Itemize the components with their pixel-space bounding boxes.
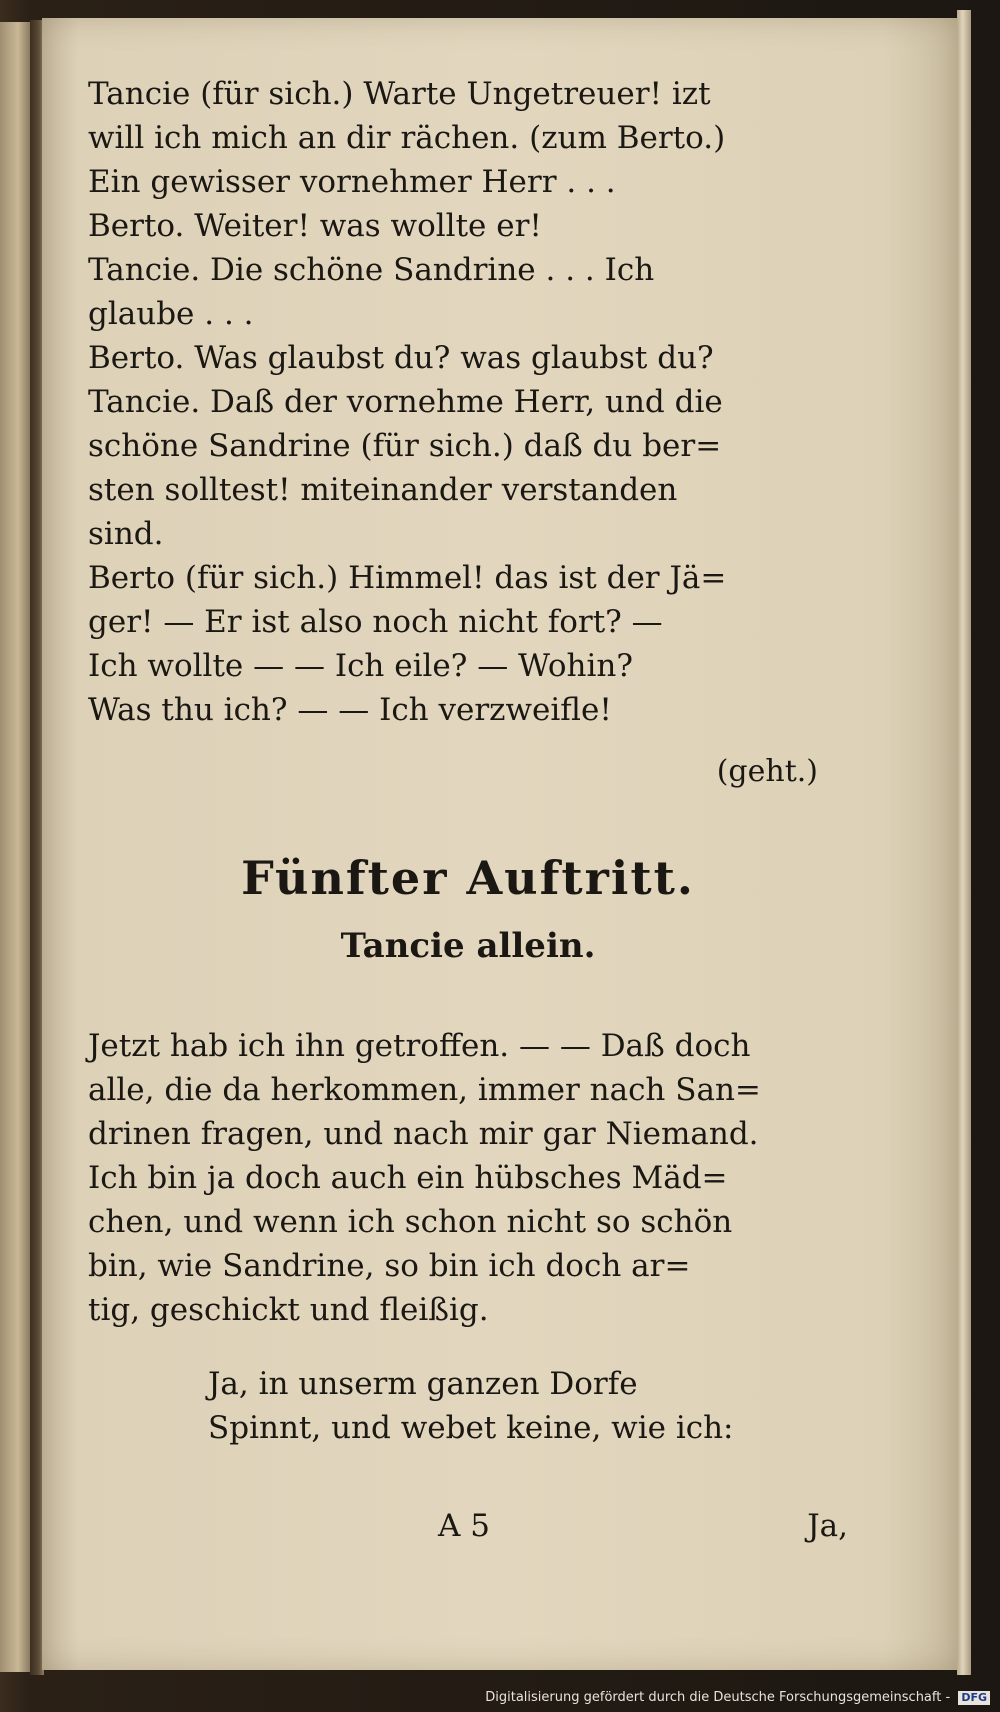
text-line: Berto. Weiter! was wollte er! (88, 208, 542, 244)
text-line: Tancie (für sich.) Warte Ungetreuer! izt (88, 76, 711, 112)
previous-page-edge (0, 22, 30, 1672)
dialogue-berto-1 (88, 204, 848, 248)
verse-line: Spinnt, und webet keine, wie ich: (208, 1410, 734, 1446)
text-line: Ich bin ja doch auch ein hübsches Mäd= (88, 1160, 728, 1196)
page-text (88, 72, 848, 1450)
text-line: chen, und wenn ich schon nicht so schön (88, 1204, 733, 1240)
catchword: Ja, (807, 1508, 848, 1544)
text-line: Tancie. Daß der vornehme Herr, und die (88, 384, 723, 420)
text-line: will ich mich an dir rächen. (zum Berto.) (88, 120, 726, 156)
dialogue-tancie-1 (88, 72, 848, 204)
text-line: Ein gewisser vornehmer Herr . . . (88, 164, 616, 200)
text-line: Jetzt hab ich ihn getroffen. — — Daß doch (88, 1028, 751, 1064)
text-line: Was thu ich? — — Ich verzweifle! (88, 692, 612, 728)
text-line: drinen fragen, und nach mir gar Niemand. (88, 1116, 759, 1152)
digitization-credit (485, 1688, 990, 1708)
dfg-logo: DFG (958, 1691, 990, 1705)
song-verse (88, 1362, 848, 1450)
scene-subheading: Tancie allein. (340, 926, 596, 966)
signature-mark: A 5 (438, 1508, 490, 1544)
text-line: sind. (88, 516, 164, 552)
text-line: Ich wollte — — Ich eile? — Wohin? (88, 648, 633, 684)
text-line: schöne Sandrine (für sich.) daß du ber= (88, 428, 722, 464)
text-line: Berto (für sich.) Himmel! das ist der Jä= (88, 560, 727, 596)
text-line: ger! — Er ist also noch nicht fort? — (88, 604, 663, 640)
page-fore-edge (957, 10, 971, 1675)
text-line: Berto. Was glaubst du? was glaubst du? (88, 340, 714, 376)
stage-direction-exit: (geht.) (716, 754, 818, 789)
text-line: glaube . . . (88, 296, 254, 332)
text-line: sten solltest! miteinander verstanden (88, 472, 678, 508)
dialogue-tancie-2 (88, 248, 848, 336)
text-line: bin, wie Sandrine, so bin ich doch ar= (88, 1248, 691, 1284)
verse-line: Ja, in unserm ganzen Dorfe (208, 1366, 638, 1402)
monologue-tancie (88, 1024, 848, 1332)
dialogue-berto-2 (88, 336, 848, 380)
page-footer (88, 1508, 848, 1552)
text-line: Tancie. Die schöne Sandrine . . . Ich (88, 252, 655, 288)
text-line: alle, die da herkommen, immer nach San= (88, 1072, 761, 1108)
scene-heading: Fünfter Auftritt. (241, 851, 695, 905)
credit-text: Digitalisierung gefördert durch die Deutsche Forschungsgemeinschaft - (485, 1690, 951, 1705)
text-line: tig, geschickt und fleißig. (88, 1292, 489, 1328)
dialogue-berto-3 (88, 556, 848, 732)
dialogue-tancie-3 (88, 380, 848, 556)
